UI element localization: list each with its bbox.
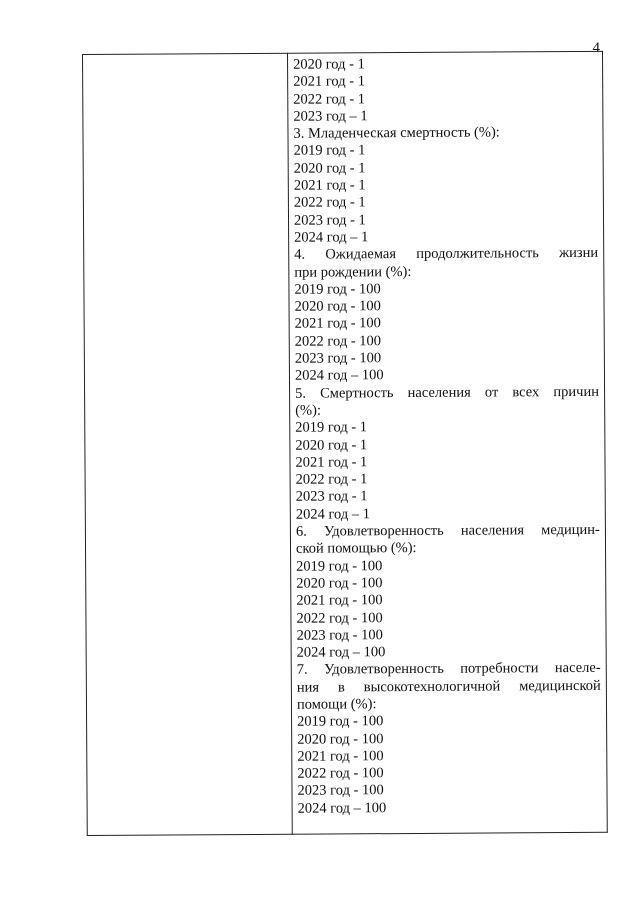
text-line: 2019 год - 1	[295, 419, 368, 436]
page-number: 4	[592, 40, 600, 56]
text-line: 2021 год - 100	[297, 748, 384, 765]
indicator-heading: помощи (%):	[296, 696, 377, 713]
text-line: 2024 год – 100	[296, 644, 386, 661]
indicator-heading: при рождении (%):	[294, 263, 412, 281]
text-line: 2019 год - 100	[294, 281, 381, 298]
indicator-heading: 7. Удовлетворенность потребности населе-	[296, 660, 601, 679]
indicator-heading: 5. Смертность населения от всех причин	[295, 383, 600, 402]
text-line: 2021 год - 100	[294, 315, 381, 333]
text-line: 2019 год - 100	[296, 557, 383, 575]
indicator-heading: 4. Ожидаемая продолжительность жизни	[294, 245, 599, 263]
table-border-bottom	[87, 832, 608, 836]
text-line: 2024 год – 100	[294, 367, 384, 385]
text-line: 2024 год – 100	[297, 799, 387, 817]
text-line: 2022 год - 1	[293, 194, 366, 212]
text-line: 2024 год – 1	[295, 505, 371, 523]
text-line: 2023 год - 1	[293, 211, 366, 229]
indicator-heading: ской помощью (%):	[295, 540, 417, 558]
indicator-heading: 6. Удовлетворенность населения медицин-	[295, 521, 600, 540]
text-line: 2024 год – 1	[294, 229, 369, 246]
text-line: 2020 год - 1	[293, 56, 365, 73]
text-line: 2020 год - 100	[296, 575, 383, 592]
text-line: 2019 год - 1	[293, 142, 366, 160]
indicator-values-cell	[293, 55, 602, 818]
text-line: 2022 год - 100	[294, 332, 382, 350]
text-line: 2022 год - 1	[293, 90, 366, 108]
indicator-heading: ния в высокотехнологичной медицинской	[296, 677, 601, 696]
text-line: 2023 год - 100	[297, 782, 384, 800]
text-line: 2020 год - 1	[293, 160, 366, 177]
table-border-right	[602, 51, 608, 833]
text-line: 2021 год - 1	[295, 454, 368, 471]
text-line: 2022 год - 1	[295, 471, 368, 488]
text-line: 2021 год - 100	[296, 592, 383, 609]
text-line: 2023 год - 100	[294, 350, 382, 367]
indicator-heading: 3. Младенческая смертность (%):	[293, 124, 500, 142]
text-line: 2021 год - 1	[293, 73, 365, 91]
text-line: 2020 год - 100	[297, 730, 384, 748]
text-line: 2021 год - 1	[293, 177, 366, 194]
text-line: 2023 год – 1	[293, 108, 368, 125]
text-line: 2022 год - 100	[297, 765, 384, 782]
table-column-divider	[287, 53, 293, 835]
indicator-heading: (%):	[295, 402, 321, 419]
table-border-left	[82, 54, 88, 836]
text-line: 2019 год - 100	[297, 713, 384, 730]
document-table	[82, 51, 608, 836]
text-line: 2022 год - 100	[296, 609, 383, 627]
text-line: 2023 год - 100	[296, 626, 383, 644]
text-line: 2023 год - 1	[295, 488, 368, 506]
text-line: 2020 год - 100	[294, 298, 381, 315]
text-line: 2020 год - 1	[295, 436, 368, 454]
